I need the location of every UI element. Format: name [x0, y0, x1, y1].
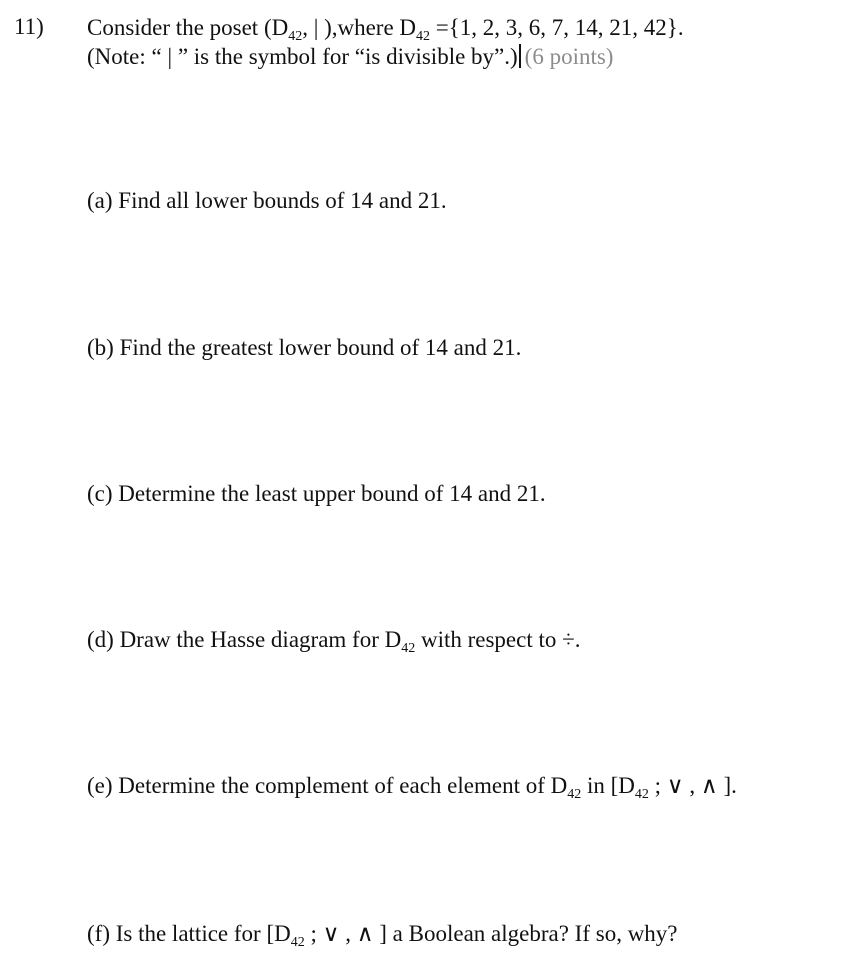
part-a: (a) Find all lower bounds of 14 and 21.	[87, 188, 447, 213]
part-f: (f) Is the lattice for [$D_{42}$ ; ∨ , ∧ ] a Boolean algebra? If so, why?	[87, 921, 678, 950]
question-stem	[87, 13, 684, 71]
part-d: (d) Draw the Hasse diagram for $D_{42}$ with respect to ÷.	[87, 627, 581, 656]
part-e: (e) Determine the complement of each element of $D_{42}$ in [$D_{42}$ ; ∨ , ∧ ].	[87, 773, 737, 802]
stem-line-1: Consider the poset ($D_{42}$, | ),where $D_{42} =\{1$, 2, 3, 6, 7, 14, 21, 42}.	[87, 15, 684, 44]
question-number: 11)	[14, 14, 44, 39]
stem-line-2: (Note: “ | ” is the symbol for “is divisible by”.) (6 points)	[87, 44, 614, 69]
part-c: (c) Determine the least upper bound of 14 and 21.	[87, 481, 546, 506]
text-cursor	[519, 44, 521, 68]
part-b: (b) Find the greatest lower bound of 14 and 21.	[87, 335, 522, 360]
points-label: (6 points)	[524, 44, 614, 69]
